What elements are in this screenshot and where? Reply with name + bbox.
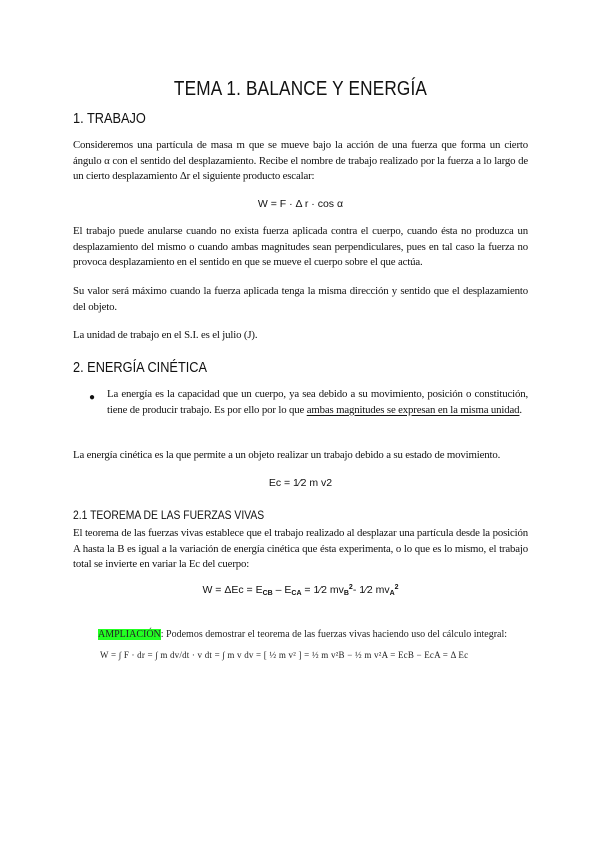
ampliacion-text: : Podemos demostrar el teorema de las fuerzas vivas haciendo uso del cálculo integral: — [160, 629, 508, 640]
bullet-text: La energía es la capacidad que un cuerpo, ya sea debido a su movimiento, posición o constitución, tiene de producir trabajo. Es por ello por lo que — [107, 388, 528, 416]
section-heading-energia-cinetica: 2. ENERGÍA CINÉTICA — [73, 360, 208, 376]
ampliacion-label: AMPLIACIÓN — [98, 629, 161, 640]
paragraph-trabajo-nulo: El trabajo puede anularse cuando no exista fuerza aplicada contra el cuerpo, cuando ésta no produzca un desplazamiento del mismo o cuando ambas magnitudes sean perpendiculares, pues en tal caso la fuerza no provoca desplazamiento en el sentido en que se mueve el cuerpo sobre el que actúa. — [73, 225, 528, 268]
paragraph-trabajo-maximo: Su valor será máximo cuando la fuerza aplicada tenga la misma dirección y sentido que el desplazamiento del objeto. — [73, 285, 528, 313]
ampliacion-line — [98, 629, 507, 640]
formula-teorema: $W = \Delta Ec = E_{CB} - E_{CA}$ = 1⁄2 $mv_B^2-$ 1⁄2 $mv_A^2$ — [202, 584, 399, 597]
paragraph-unidad: La unidad de trabajo en el S.I. es el julio (J). — [73, 329, 258, 341]
ampliacion-box — [95, 626, 515, 672]
ampliacion-integral: W = ∫ F · dr = ∫ m dv/dt · v dt = ∫ m v dv = [ ½ m v² ] = ½ m v²B − ½ m v²A = EcB − EcA = Δ Ec — [100, 650, 469, 660]
paragraph-teorema: El teorema de las fuerzas vivas establece que el trabajo realizado al desplazar una partícula desde la posición A hasta la B es igual a la variación de energía cinética que ésta experimenta, o lo que es lo mismo, el trabajo total se invierte en variar la Ec del cuerpo: — [73, 527, 528, 570]
formula-trabajo: W = F · Δ r · cos α — [257, 198, 344, 210]
page-title: TEMA 1. BALANCE Y ENERGÍA — [173, 78, 428, 100]
section-heading-trabajo: 1. TRABAJO — [73, 111, 146, 127]
paragraph-trabajo-definition: Consideremos una partícula de masa m que se mueve bajo la acción de una fuerza que forma un cierto ángulo α con el sentido del desplazamiento. Recibe el nombre de trabajo realizado por la fuerza a lo largo de un cierto desplazamiento Δr el siguiente producto escalar: — [73, 139, 528, 182]
bullet-paragraph — [107, 387, 528, 418]
subsection-heading-teorema: 2.1 TEOREMA DE LAS FUERZAS VIVAS — [73, 510, 265, 522]
paragraph-energia-cinetica: La energía cinética es la que permite a un objeto realizar un trabajo debido a su estado de movimiento. — [73, 449, 501, 461]
bullet-icon: ● — [89, 392, 96, 403]
underlined-text: ambas magnitudes se expresan en la misma unidad — [306, 403, 520, 416]
bullet-end: . — [519, 403, 522, 416]
formula-energia-cinetica: Ec = 1⁄2 m v2 — [268, 477, 333, 489]
